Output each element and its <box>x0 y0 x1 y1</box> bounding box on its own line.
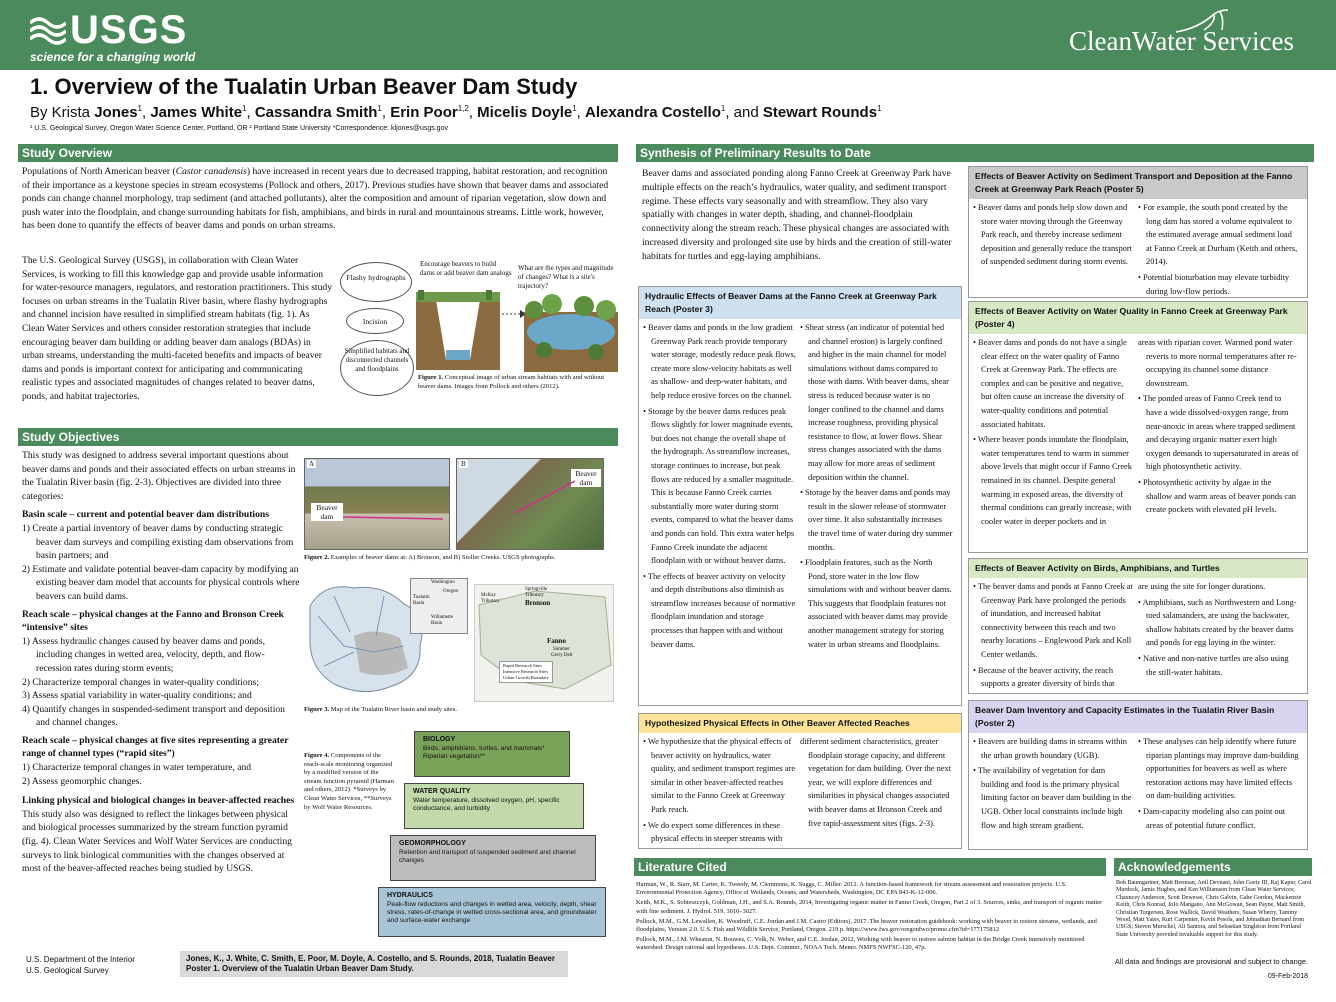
reference-entry: Pollock, M.M., G.M. Lewallen, K. Woodruff, C.E. Jordan and J.M. Castro (Editors), 2017. The beaver restoration guidebook: working with beaver to restore streams, wetlands, and floodplains, Version 2.0. U.S. Fish and Wildlife Service, Portland, Oregon. 219 p. https://www.fws.gov/oregonfwo/promo.cfm?id=177175812 <box>636 917 1097 934</box>
sediment-title: Effects of Beaver Activity on Sediment Transport and Deposition at the Fanno Creek at Greenway Park Reach (Poster 5) <box>969 167 1307 199</box>
objectives-intro: This study was designed to address several important questions about beaver dams and ponds and their associated effects on urban streams in the Tualatin River basin (fig. 2-3). Objectives are divided into three categories: <box>22 450 296 502</box>
usgs-logo[interactable] <box>30 8 196 64</box>
affiliations: ¹ U.S. Geological Survey, Oregon Water Science Center, Portland, OR ² Portland State University *Correspondence: kljones@usgs.gov <box>30 125 448 132</box>
objectives-column <box>22 449 300 881</box>
objective-item: 3) Assess spatial variability in water-quality conditions; and <box>22 690 252 702</box>
fig3-washington-label: Washington <box>431 580 455 585</box>
citation-box: Jones, K., J. White, C. Smith, E. Poor, M. Doyle, A. Costello, and S. Rounds, 2018, Tualatin Beaver Poster 1. Overview of the Tualatin Urban Beaver Dam Study. <box>180 951 568 977</box>
birds-effects-box <box>968 558 1308 694</box>
objective-list-rapid <box>22 761 300 788</box>
fig3-oregon-label: Oregon <box>443 589 458 594</box>
fig1-incised-stream-illustration <box>416 290 500 370</box>
hydraulic-effects-box <box>638 286 962 706</box>
bullet-item: • The effects of beaver activity on velocity and depth distributions also diminish as streamflow increases because of normative floodplain inundation and storage processes that happen with and without beaver dams. <box>643 570 796 652</box>
objective-linking-text: This study also was designed to reflect the linkages between physical and biological processes summarized by the stream function pyramid (fig. 4). Clean Water Services and Wolf Water Services are conducting surveys to link biological communities with the changes observed at most of the beaver-affected reaches being studied by USGS. <box>22 808 292 875</box>
bullet-item: • Shear stress (an indicator of potential bed and channel erosion) is largely confined and higher in the main channel for model simulations without dams compared to those with dams. With beaver dams, shear stress is reduced because water is no longer confined to the channel and dams increase roughness, providing physical resistance to flow, at lower flows. Shear stress changes associated with the dams may allow for more areas of sediment deposition within the channel. <box>800 321 953 484</box>
reference-entry: Pollock, M.M., J.M. Wheaton, N. Bouwes, C. Volk, N. Weber, and C.E. Jordan, 2012, Working with beaver to restore salmon habitat in the Bridge Creek intensively monitored watershed: Design rational and hypotheses. U.S. Dept. Commer., NOAA Tech. Memo. NMFS NWFSC-120, 47p. <box>636 936 1085 952</box>
water-quality-title: Effects of Beaver Activity on Water Quality in Fanno Creek at Greenway Park (Poster 4) <box>969 302 1307 334</box>
figure-1 <box>338 258 618 428</box>
sediment-col-1 <box>973 201 1138 300</box>
acknowledgements-text: Bob Baumgartner, Matt Brennan, Anil Devnani, John Goetz III, Raj Kapur, Carol Murdock, Jamie Hughes, and Ken Williamson from Clean Water Services; Chauncey Anderson, Scott Dewesse, Chris Galvin, Gabe Gordon, Mackenzie Keith, Chris Konrad, JoJo Mangano, Ann McGowan, Sean Payne, Matt Smith, Christian Torgersen, Rose Wallick, David Weathers, Susan Wherry, Tammy Wood, Matt Yates, Kurt Carpenter, Kevin Pesola, and Johnathan Bernard from USGS; Steven Murschel, Ali Santora, and Sebastian Singleton from Portland State University provided invaluable support for this study. <box>1116 880 1312 938</box>
usgs-label: U.S. Geological Survey <box>26 966 109 975</box>
bullet-item: • Storage by the beaver dams and ponds may result in the slower release of stormwater over time. It also substantially increases the travel time of water during dry summer months. <box>800 486 953 554</box>
author-affiliation-number: 1 <box>377 104 382 113</box>
bullet-item: • Storage by the beaver dams reduces peak flows slightly for lower magnitude events, but does not change the overall shape of the hydrograph. As streamflow increases, storage continues to increase, but peak flows are reduced by a smaller magnitude. This is because Fanno Creek carries substantially more water during storm events, compared to what the beaver dams and ponds can hold. This extra water helps Fanno Creek inundate the adjacent floodplain with or without beaver dams. <box>643 405 796 568</box>
fig3-gerry-label: Gerry Delt <box>551 653 573 658</box>
figure-3-map <box>304 574 614 704</box>
fig1-simplified-bubble: Simplified habitats and disconnected channels and floodplains <box>340 340 414 396</box>
bullet-item: • The availability of vegetation for dam building and food is the primary physical limiting factor on beaver dam building in the UGB. Other local constraints include high flow and high stream gradient. <box>973 764 1134 832</box>
header-banner <box>0 0 1336 70</box>
author-affiliation-number: 1 <box>877 104 882 113</box>
author-name: Jones <box>94 104 138 121</box>
author-affiliation-number: 1 <box>137 104 142 113</box>
author-name: James White <box>150 104 243 121</box>
objective-item: 1) Create a partial inventory of beaver dams by conducting strategic beaver dam surveys and compiling existing dam observations from basin partners; and <box>22 522 294 562</box>
objective-heading-basin: Basin scale – current and potential beaver dam distributions <box>22 509 269 521</box>
fig2-beaver-dam-label-b: Beaver dam <box>571 469 601 487</box>
fig3-willamette-label: Willamette Basin <box>431 615 454 626</box>
author-list: By Krista Jones$^1$, James White$^1$, Cassandra Smith$^1$, Erin Poor$^{1,2}$, Micelis Doyle$^1$, Alexandra Costello$^1$, and Stewart Rounds$^1$ <box>30 104 882 121</box>
bullet-item: • Photosynthetic activity by algae in the shallow and warm areas of beaver ponds can create pockets with elevated pH levels. <box>1138 476 1299 517</box>
author-name: Cassandra Smith <box>254 104 378 121</box>
fig3-inset-map <box>410 578 468 634</box>
synthesis-heading: Synthesis of Preliminary Results to Date <box>636 144 1314 162</box>
fig1-caption: Figure 1. Conceptual image of urban stream habitats with and without beaver dams. Images from Pollock and others (2012). <box>418 374 605 390</box>
fig3-legend-ugb: Urban Growth Boundary <box>503 675 549 680</box>
fig3-mckay-label: McKay Tributary <box>481 593 500 604</box>
usgs-wordmark: USGS <box>70 8 188 52</box>
author-name: Micelis Doyle <box>477 104 573 121</box>
water-quality-col-2: areas with riparian cover. Warmed pond water reverts to more normal temperatures after re-occupying its channel some distance downstream. • The ponded areas of Fanno Creek tend to have a wide dissolved-oxygen range, from near-anoxic in areas where trapped sediment and decaying organic matter exert high oxygen demands to supersaturated in areas of high photosynthetic activity. • Photosynthetic activity by algae in the shallow and warm areas of beaver ponds can create pockets with elevated pH levels. <box>1138 336 1303 530</box>
fig1-arrow <box>502 310 526 318</box>
fig2-photo-a <box>304 458 450 550</box>
bullet-item: • Beaver dams and ponds help slow down and store water moving through the Greenway Park reach, and thereby increase sediment deposition and generally reduce the transport of suspended sediment during storm events. <box>973 201 1134 269</box>
objective-list-intensive <box>22 635 300 730</box>
author-affiliation-number: 1,2 <box>457 104 469 113</box>
water-quality-col-1 <box>973 336 1138 530</box>
author-name: Erin Poor <box>390 104 458 121</box>
objective-heading-linking: Linking physical and biological changes in beaver-affected reaches <box>22 795 295 807</box>
objective-heading-rapid: Reach scale – physical changes at five sites representing a greater range of channel types (“rapid sites”) <box>22 734 289 760</box>
bullet-item: • Beavers are building dams in streams within the urban growth boundary (UGB). <box>973 735 1134 762</box>
fig1-incision-bubble: Incision <box>346 308 404 334</box>
fig4-caption: Figure 4. Components of the reach-scale monitoring organized by a modified version of the stream function pyramid (Harman and others, 2012). *Surveys by Clean Water Services, **Surveys by Wolf Water Resources. <box>304 752 394 811</box>
bullet-item: • Where beaver ponds inundate the floodplain, water temperatures tend to warm in summer above levels that might occur if Fanno Creek remained in its channel. Despite general warming in exposed areas, the diversity of thermal conditions can greatly increase, with cooler water in deeper pockets and in <box>973 433 1134 528</box>
overview-paragraph-2: The U.S. Geological Survey (USGS), in collaboration with Clean Water Services, is working to fill this knowledge gap and provide usable information for water-resource managers, regulators, and restoration practitioners. This study focuses on urban streams in the Tualatin River basin, where flashy hydrographs and channel incision have resulted in simplified stream habitats (fig. 1). As Clean Water Services and others consider restoration strategies that include encouraging beaver dam building or adding beaver dam analogs (BDAs) in urban streams, understanding the multi-faceted benefits and impacts of beaver dams and ponds is important context for anticipating and communicating realistic types and associated magnitudes of changes related to beaver dams, ponds, and habitat trajectories. <box>22 255 332 402</box>
bullet-item: • Amphibians, such as Northwestern and Long-toed salamanders, are using the backwater, shallow habitats created by the beaver dams and ponds for egg laying in the winter. <box>1138 596 1299 650</box>
fig2-pointer-a <box>343 511 443 525</box>
clean-water-services-wordmark: CleanWater Services <box>1069 26 1294 56</box>
bullet-item: • Floodplain features, such as the North Pond, store water in the low flow simulations with and without beaver dams. This suggests that floodplain features not associated with beaver dams may provide another management strategy for storing water in urban streams and floodplains. <box>800 556 953 651</box>
water-quality-effects-box <box>968 301 1308 553</box>
bullet-item: • We hypothesize that the physical effects of beaver activity on hydraulics, water quality, and sediment transport regimes are similar in other beaver-affected reaches similar to the Fanno Creek at Greenway Park reach. <box>643 735 796 817</box>
birds-title: Effects of Beaver Activity on Birds, Amphibians, and Turtles <box>969 559 1307 578</box>
objective-heading-intensive: Reach scale – physical changes at the Fanno and Bronson Creek “intensive” sites <box>22 608 284 634</box>
fig3-springville-label: Springville Tributary <box>525 587 548 598</box>
fig1-beaver-pond-illustration <box>524 292 618 372</box>
sediment-effects-box <box>968 166 1308 298</box>
objective-item: 2) Estimate and validate potential beaver-dam capacity by modifying an existing beaver dam model that accounts for physical controls where beavers can build dams. <box>22 563 300 602</box>
hypothesized-title: Hypothesized Physical Effects in Other Beaver Affected Reaches <box>639 714 961 733</box>
fig3-caption: Figure 3. Map of the Tualatin River basin and study sites. <box>304 706 457 713</box>
pyramid-water-quality: WATER QUALITY Water temperature, dissolved oxygen, pH, specific conductance, and turbidity <box>404 783 584 829</box>
fig3-bronson-label: Bronson <box>525 599 551 607</box>
usgs-wave-icon <box>30 15 66 45</box>
bullet-item: • The beaver dams and ponds at Fanno Creek at Greenway Park have prolonged the periods of inundation, and increased habitat connectivity between this reach and two nearby locations – Englewood Park and Koll Center wetlands. <box>973 580 1134 662</box>
fig1-flashy-bubble: Flashy hydrographs <box>340 262 412 302</box>
author-name: Alexandra Costello <box>585 104 721 121</box>
fig3-legend-rapid: Rapid Research Sites <box>503 663 543 668</box>
hydraulic-col-2 <box>800 321 957 653</box>
author-affiliation-number: 1 <box>242 104 247 113</box>
hydraulic-effects-title: Hydraulic Effects of Beaver Dams at the Fanno Creek at Greenway Park Reach (Poster 3) <box>639 287 961 319</box>
fig2-label-b: B <box>461 460 466 468</box>
objective-list-basin <box>22 522 300 604</box>
hydraulic-col-1 <box>643 321 800 653</box>
clean-water-services-logo[interactable] <box>1069 12 1294 57</box>
objective-item: 1) Characterize temporal changes in water temperature, and <box>22 762 252 774</box>
objective-item: 2) Assess geomorphic changes. <box>22 775 142 787</box>
reference-entry: Harman, W., R. Starr, M. Carter, K. Tweedy, M. Clemmons, K. Suggs, C. Miller. 2012. A function-based framework for stream assessment and restoration projects. U.S. Environmental Protection Agency, Office of Wetlands, Oceans, and Watersheds, Washington, DC EPA 843-K-12-006. <box>636 881 1067 897</box>
sediment-col-2 <box>1138 201 1303 300</box>
inventory-col-2 <box>1138 735 1303 834</box>
poster-date: 09-Feb-2018 <box>1267 973 1308 980</box>
hypothesized-effects-box <box>638 713 962 849</box>
fig3-tualatin-label: Tualatin Basin <box>413 595 430 606</box>
objective-item: 1) Assess hydraulic changes caused by beaver dams and ponds, including changes in wetted area, velocity, depth, and flow-recession rates during storm events; <box>22 635 265 674</box>
overview-paragraph-1: Populations of North American beaver (Castor canadensis) have increased in recent years due to decreased trapping, habitat restoration, and recognition of their importance as a keystone species in stream ecosystems (Pollock and others, 2017). Previous studies have shown that beaver dams and associated ponds can change channel morphology, trap sediment (and attached pollutants), alter the composition and amount of riparian vegetation, slow down and push water into the floodplain, and change surrounding habitats for fish, amphibians, and birds in rural and mountainous streams. Little work, however, has been done to quantify the effects of beaver dams and ponds on urban streams. <box>22 166 609 232</box>
doi-label: U.S. Department of the Interior <box>26 955 135 964</box>
bullet-item: • Dam-capacity modeling also can point out areas of potential future conflict. <box>1138 805 1299 832</box>
bullet-item: • Because of the beaver activity, the reach supports a greater diversity of birds that <box>973 664 1134 691</box>
usgs-tagline: science for a changing world <box>30 50 196 64</box>
fig2-beaver-dam-label-a: Beaver dam <box>311 503 343 521</box>
hypothesized-col-1 <box>643 735 800 848</box>
fig2-pointer-b <box>515 477 575 517</box>
fig3-legend-intensive: Intensive Research Sites <box>503 669 548 674</box>
study-overview-heading: Study Overview <box>18 144 618 162</box>
reference-entry: Keith, M.K., S. Sobieszczyk, Goldman, J.H., and S.A. Rounds, 2014, Investigating organic matter in Fanno Creek, Oregon, Part 2 of 3. Sources, sinks, and transport of organic matter with fine sediment. J. Hydrol. 519, 3010–3027. <box>636 899 1103 915</box>
bullet-item: • The ponded areas of Fanno Creek tend to have a wide dissolved-oxygen range, from near-anoxic in areas where trapped sediment and decaying organic matter exert high oxygen demands to supersaturated in areas of high photosynthetic activity. <box>1138 392 1299 474</box>
fig2-caption: Figure 2. Examples of beaver dams at: A) Bronson, and B) Stoller Creeks. USGS photographs. <box>304 554 556 561</box>
provisional-notice: All data and findings are provisional and subject to change. <box>1114 957 1308 966</box>
fig3-summer-label: Summer <box>553 647 570 652</box>
pyramid-hydraulics: HYDRAULICS Peak-flow reductions and changes in wetted area, velocity, depth, shear stress, rates-of-change in wetted cross-sectional area, and groundwater and surface-water exchange <box>378 887 606 937</box>
acknowledgements-heading: Acknowledgements <box>1114 858 1312 876</box>
bullet-item: • Native and non-native turtles are also using the still-water habitats. <box>1138 652 1299 679</box>
bullet-item: • For example, the south pond created by the long dam has stored a volume equivalent to the estimated average annual sediment load at Fanno Creek at Durham (Keith and others, 2014). <box>1138 201 1299 269</box>
birds-col-1 <box>973 580 1138 693</box>
study-objectives-heading: Study Objectives <box>18 428 618 446</box>
heron-icon <box>1174 8 1234 34</box>
inventory-box <box>968 700 1308 850</box>
hypothesized-col-2: different sediment characteristics, greater floodplain storage capacity, and different vegetation for dam building. Over the next year, we will explore differences and similarities in physical changes associated with beaver dams at Bronson Creek and five rapid-assessment sites (figs. 2-3). <box>800 737 952 828</box>
bullet-item: • We do expect some differences in these physical effects in steeper streams with <box>643 819 796 846</box>
poster-title: 1. Overview of the Tualatin Urban Beaver Dam Study <box>30 74 578 99</box>
fig1-question-label: What are the types and magnitude of changes? What is a site's trajectory? <box>518 264 614 290</box>
fig2-label-a: A <box>309 460 315 468</box>
bullet-item: • Beaver dams and ponds do not have a single clear effect on the water quality of Fanno Creek at Greenway Park. The effects are complex and can be positive and negative, but often cause an increase the diversity of water-quality conditions and potential associated habitats. <box>973 336 1134 431</box>
author-affiliation-number: 1 <box>572 104 577 113</box>
literature-list <box>636 881 1106 955</box>
bullet-item: • Potential bioturbation may elevate turbidity during low-flow periods. <box>1138 271 1299 298</box>
inventory-title: Beaver Dam Inventory and Capacity Estimates in the Tualatin River Basin (Poster 2) <box>969 701 1307 733</box>
fig3-fanno-label: Fanno <box>547 637 567 645</box>
author-affiliation-number: 1 <box>720 104 726 113</box>
objective-item: 4) Quantify changes in suspended-sediment transport and deposition and channel changes. <box>22 703 285 729</box>
fig2-photo-b <box>456 458 604 550</box>
fig1-encourage-label: Encourage beavers to build dams or add beaver dam analogs <box>420 260 512 277</box>
fig3-legend <box>499 661 553 683</box>
bullet-item: • These analyses can help identify where future riparian plantings may improve dam-building opportunities for beavers as well as where restoration actions may have limited effects on dam-building activities. <box>1138 735 1299 803</box>
fig3-sites-map <box>474 584 614 702</box>
author-name: Stewart Rounds <box>762 104 878 121</box>
objective-item: 2) Characterize temporal changes in water-quality conditions; <box>22 676 259 688</box>
synthesis-intro: Beaver dams and associated ponding along Fanno Creek at Greenway Park have multiple effects on the reach’s hydraulics, water quality, and sediment transport regime. These effects vary seasonally and with streamflow. They also vary spatially with changes in water depth, shading, and channel-floodplain connectivity along the stream reach. These physical changes are associated with increased diversity and prolonged site use by birds and the creation of still-water habitats for turtles and egg-laying amphibians. <box>642 168 952 262</box>
pyramid-biology: BIOLOGY Birds, amphibians, turtles, and mammals* Riparian vegetation** <box>414 731 570 777</box>
bullet-item: • Beaver dams and ponds in the low gradient Greenway Park reach provide temporary water storage, modestly reduce peak flows, create more slow-velocity habitats as well as shallow- and deep-water habitats, and help reduce erosive forces on the channel. <box>643 321 796 403</box>
literature-heading: Literature Cited <box>634 858 1106 876</box>
pyramid-geomorphology: GEOMORPHOLOGY Retention and transport of suspended sediment and channel changes <box>390 835 596 881</box>
inventory-col-1 <box>973 735 1138 834</box>
birds-col-2: are using the site for longer durations. • Amphibians, such as Northwestern and Long-toed salamanders, are using the backwater, shallow habitats created by the beaver dams and ponds for egg laying in the winter. • Native and non-native turtles are also using the still-water habitats. <box>1138 580 1303 693</box>
